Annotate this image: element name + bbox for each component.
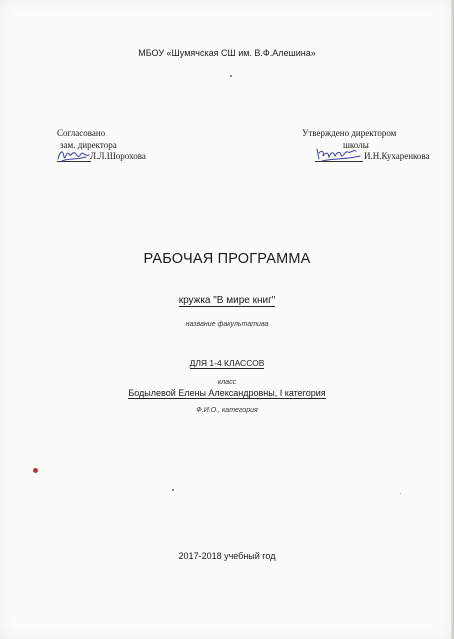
document-title: РАБОЧАЯ ПРОГРАММА	[143, 251, 311, 267]
grades	[0, 358, 454, 368]
approved-organization: школы	[343, 140, 369, 150]
grades-caption: класс	[217, 379, 237, 386]
approved-heading: Утверждено директором	[302, 128, 397, 138]
approved-signatory-name: И.Н.Кухаренкова	[364, 151, 430, 161]
agreed-heading: Согласовано	[57, 128, 106, 138]
school-name: МБОУ «Шумячская СШ им. В.Ф.Алешина»	[138, 48, 316, 58]
grades-text: ДЛЯ 1-4 КЛАССОВ	[189, 358, 265, 368]
scan-speck	[33, 468, 38, 473]
club-name-text: кружка "В мире книг"	[178, 295, 276, 306]
club-name	[0, 295, 454, 306]
scan-speck	[400, 493, 401, 494]
agreed-signatory-name: Л.Л.Шорохова	[90, 151, 146, 161]
teacher-caption: Ф.И.О., категория	[196, 407, 258, 414]
teacher	[0, 388, 454, 398]
academic-year: 2017-2018 учебный год	[178, 551, 276, 561]
club-name-caption: название факультатива	[185, 321, 269, 328]
handwritten-signature-right	[314, 143, 366, 165]
scan-speck	[172, 489, 174, 491]
handwritten-signature-left	[56, 145, 94, 165]
teacher-text: Бодылевой Елены Александровны, I категория	[128, 388, 326, 398]
scan-speck	[230, 75, 232, 77]
agreed-position: зам. директора	[60, 140, 117, 150]
